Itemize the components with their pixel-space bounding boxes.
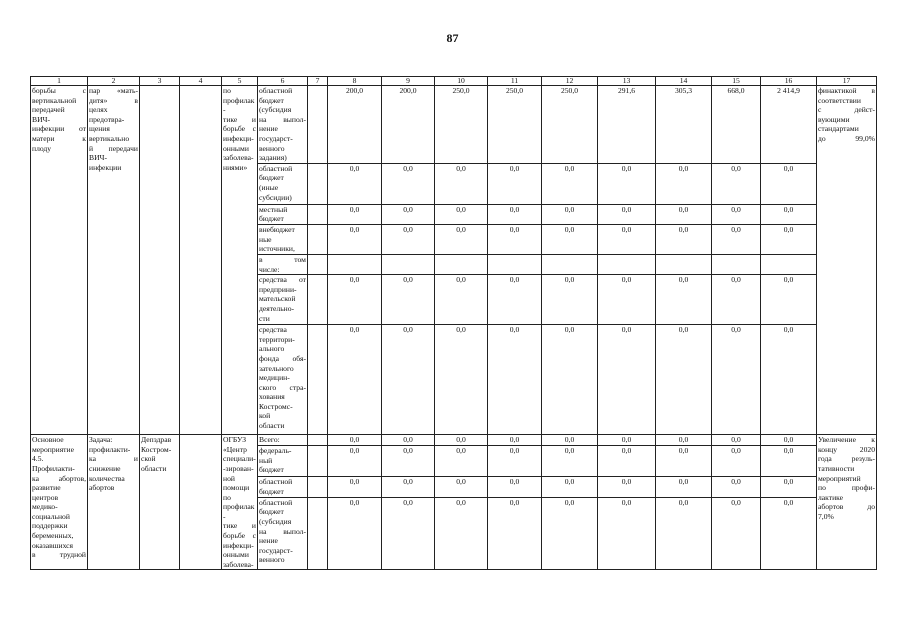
- funding-source-cell: средства территори- ального фонда обя- зательного медицин- ского стра- хования Костромс- кой области: [258, 325, 308, 435]
- amount-cell: 0,0: [488, 224, 542, 254]
- amount-cell: 0,0: [435, 275, 488, 325]
- amount-cell: 0,0: [761, 275, 817, 325]
- amount-cell: 2 414,9: [761, 86, 817, 164]
- amount-cell: 0,0: [712, 446, 761, 477]
- amount-cell: [328, 254, 382, 274]
- amount-cell: 200,0: [382, 86, 435, 164]
- amount-cell: 0,0: [435, 497, 488, 570]
- funding-source-cell: Всего:: [258, 435, 308, 446]
- amount-cell: 0,0: [435, 163, 488, 204]
- funding-source-cell: местный бюджет: [258, 204, 308, 224]
- amount-cell: 0,0: [656, 446, 712, 477]
- amount-cell: 0,0: [712, 163, 761, 204]
- amount-cell: 0,0: [382, 325, 435, 435]
- amount-cell: 0,0: [712, 325, 761, 435]
- amount-cell: 0,0: [328, 446, 382, 477]
- amount-cell: 0,0: [435, 476, 488, 497]
- amount-cell: 0,0: [328, 275, 382, 325]
- column-number: 15: [712, 77, 761, 86]
- amount-cell: 0,0: [761, 325, 817, 435]
- amount-cell: 0,0: [488, 275, 542, 325]
- amount-cell: [488, 254, 542, 274]
- task-cell: пар «мать- дитя» в целях предотвра- щения вертикально й передачи ВИЧ- инфекции: [88, 86, 140, 435]
- amount-cell: 250,0: [488, 86, 542, 164]
- funding-source-cell: внебюджет ные источники,: [258, 224, 308, 254]
- empty-cell: [308, 275, 328, 325]
- amount-cell: 0,0: [761, 163, 817, 204]
- amount-cell: 0,0: [542, 325, 598, 435]
- amount-cell: 0,0: [435, 204, 488, 224]
- column-number: 1: [31, 77, 88, 86]
- amount-cell: 0,0: [712, 224, 761, 254]
- amount-cell: 0,0: [382, 476, 435, 497]
- amount-cell: 0,0: [328, 204, 382, 224]
- amount-cell: 0,0: [382, 275, 435, 325]
- amount-cell: 0,0: [761, 224, 817, 254]
- amount-cell: 0,0: [542, 476, 598, 497]
- amount-cell: 0,0: [542, 275, 598, 325]
- funding-source-cell: областной бюджет (субсидия на выпол- нение государст- венного задания): [259, 86, 306, 163]
- column-number: 7: [308, 77, 328, 86]
- amount-cell: 0,0: [712, 435, 761, 446]
- amount-cell: 0,0: [656, 435, 712, 446]
- amount-cell: 0,0: [542, 204, 598, 224]
- amount-cell: 0,0: [656, 224, 712, 254]
- funding-source-cell: областной бюджет: [258, 476, 308, 497]
- amount-cell: [382, 254, 435, 274]
- amount-cell: 0,0: [328, 435, 382, 446]
- amount-cell: 0,0: [328, 325, 382, 435]
- program-table: [30, 76, 877, 570]
- empty-cell: [308, 446, 328, 477]
- amount-cell: 0,0: [656, 497, 712, 570]
- organization-cell: по профилак- тике и борьбе с инфекци- онными заболева- ниями»: [222, 86, 258, 435]
- column-number: 14: [656, 77, 712, 86]
- amount-cell: 0,0: [761, 204, 817, 224]
- amount-cell: 0,0: [328, 497, 382, 570]
- amount-cell: 291,6: [598, 86, 656, 164]
- amount-cell: 0,0: [382, 435, 435, 446]
- empty-cell: [308, 224, 328, 254]
- amount-cell: 0,0: [598, 224, 656, 254]
- empty-cell: [308, 163, 328, 204]
- amount-cell: 0,0: [598, 204, 656, 224]
- amount-cell: 0,0: [598, 435, 656, 446]
- amount-cell: 0,0: [488, 446, 542, 477]
- amount-cell: [435, 254, 488, 274]
- amount-cell: 0,0: [598, 497, 656, 570]
- amount-cell: 0,0: [382, 497, 435, 570]
- amount-cell: 0,0: [542, 446, 598, 477]
- column-number: 11: [488, 77, 542, 86]
- amount-cell: [542, 254, 598, 274]
- block2-row: [31, 435, 877, 446]
- amount-cell: 0,0: [435, 325, 488, 435]
- amount-cell: 0,0: [435, 435, 488, 446]
- column-number: 4: [180, 77, 222, 86]
- amount-cell: 0,0: [488, 325, 542, 435]
- amount-cell: 0,0: [712, 204, 761, 224]
- amount-cell: 0,0: [656, 204, 712, 224]
- empty-cell: [308, 476, 328, 497]
- co-executor-cell: [180, 86, 222, 435]
- executor-cell: Депздрав Костром- ской области: [140, 435, 180, 570]
- amount-cell: 0,0: [656, 275, 712, 325]
- column-number: 6: [258, 77, 308, 86]
- amount-cell: [598, 254, 656, 274]
- measure-name-cell: борьбы с вертикальной передачей ВИЧ- инфекции от матери к плоду: [31, 86, 88, 435]
- amount-cell: 0,0: [488, 163, 542, 204]
- page-number: 87: [446, 31, 459, 45]
- amount-cell: 0,0: [598, 325, 656, 435]
- block1-row: [31, 86, 877, 164]
- amount-cell: 0,0: [712, 275, 761, 325]
- amount-cell: 0,0: [598, 163, 656, 204]
- amount-cell: 0,0: [382, 446, 435, 477]
- amount-cell: 0,0: [598, 275, 656, 325]
- column-number: 16: [761, 77, 817, 86]
- amount-cell: 0,0: [382, 163, 435, 204]
- amount-cell: 0,0: [542, 497, 598, 570]
- column-number: 5: [222, 77, 258, 86]
- column-number: 9: [382, 77, 435, 86]
- column-number: 12: [542, 77, 598, 86]
- amount-cell: 0,0: [598, 476, 656, 497]
- expected-result-cell: Увеличение к концу 2020 года резуль- тативности мероприятий по профи- лактике абортов до 7,0%: [817, 435, 877, 570]
- amount-cell: [712, 254, 761, 274]
- amount-cell: 200,0: [328, 86, 382, 164]
- amount-cell: 0,0: [712, 476, 761, 497]
- amount-cell: 0,0: [542, 163, 598, 204]
- task-cell: Задача: профилакти- ка и снижение количества абортов: [88, 435, 140, 570]
- amount-cell: 0,0: [328, 476, 382, 497]
- amount-cell: 0,0: [761, 497, 817, 570]
- amount-cell: 0,0: [382, 204, 435, 224]
- amount-cell: 0,0: [382, 224, 435, 254]
- funding-source-cell: в том числе:: [259, 254, 306, 274]
- amount-cell: 0,0: [656, 163, 712, 204]
- empty-cell: [308, 325, 328, 435]
- amount-cell: 0,0: [761, 435, 817, 446]
- funding-source-cell: федераль- ный бюджет: [258, 446, 308, 477]
- amount-cell: 0,0: [328, 224, 382, 254]
- amount-cell: 250,0: [435, 86, 488, 164]
- empty-cell: [308, 435, 328, 446]
- amount-cell: 0,0: [435, 224, 488, 254]
- amount-cell: 0,0: [488, 476, 542, 497]
- empty-cell: [308, 204, 328, 224]
- amount-cell: 0,0: [488, 497, 542, 570]
- empty-cell: [308, 497, 328, 570]
- organization-cell: ОГБУЗ «Центр специали- -зирован- ной помощи по профилак- тике и борьбе с инфекци- онными заболева-: [223, 435, 256, 569]
- amount-cell: 0,0: [488, 435, 542, 446]
- column-number: 13: [598, 77, 656, 86]
- amount-cell: 0,0: [488, 204, 542, 224]
- amount-cell: 668,0: [712, 86, 761, 164]
- executor-cell: [140, 86, 180, 435]
- amount-cell: 250,0: [542, 86, 598, 164]
- co-executor-cell: [180, 435, 222, 570]
- empty-cell: [308, 254, 328, 274]
- funding-source-cell: средства от предприни- мательской деятельно- сти: [258, 275, 308, 325]
- column-number: 8: [328, 77, 382, 86]
- amount-cell: 0,0: [328, 163, 382, 204]
- measure-name-cell: Основное мероприятие 4.5. Профилакти- ка абортов, развитие центров медико- социальной поддержки беременных, оказавшихся в трудной: [31, 435, 88, 570]
- funding-source-cell: областной бюджет (субсидия на выпол- нение государст- венного: [258, 497, 308, 570]
- amount-cell: 0,0: [761, 446, 817, 477]
- amount-cell: [761, 254, 817, 274]
- amount-cell: 0,0: [435, 446, 488, 477]
- empty-cell: [308, 86, 328, 164]
- column-number-row: [31, 77, 877, 86]
- amount-cell: 0,0: [598, 446, 656, 477]
- amount-cell: [656, 254, 712, 274]
- funding-source-cell: областной бюджет (иные субсидии): [258, 163, 308, 204]
- expected-result-cell: финактикой в соответствии с дейст- вующими стандартами до 99,0%: [817, 86, 877, 435]
- amount-cell: 0,0: [656, 325, 712, 435]
- column-number: 2: [88, 77, 140, 86]
- column-number: 3: [140, 77, 180, 86]
- amount-cell: 0,0: [542, 224, 598, 254]
- amount-cell: 0,0: [542, 435, 598, 446]
- amount-cell: 0,0: [656, 476, 712, 497]
- column-number: 10: [435, 77, 488, 86]
- amount-cell: 0,0: [712, 497, 761, 570]
- amount-cell: 305,3: [656, 86, 712, 164]
- column-number: 17: [817, 77, 877, 86]
- amount-cell: 0,0: [761, 476, 817, 497]
